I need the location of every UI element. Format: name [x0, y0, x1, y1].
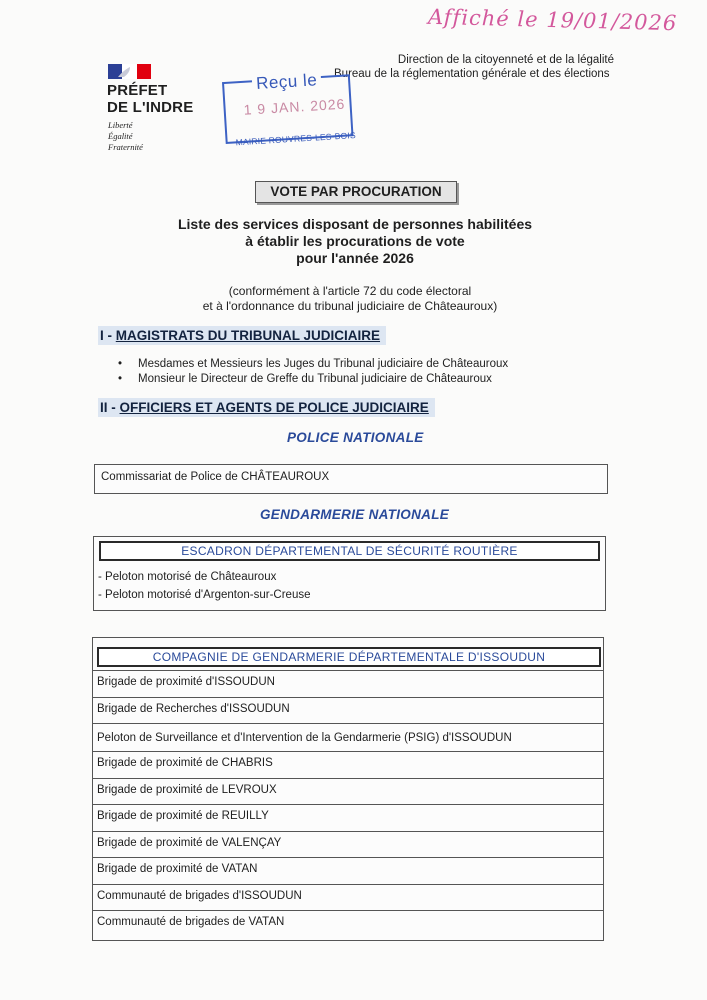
- subtitle-line-2: à établir les procurations de vote: [245, 233, 465, 249]
- motto-liberte: Liberté: [108, 120, 133, 130]
- list-item: [118, 372, 508, 387]
- legal-reference: [160, 284, 540, 314]
- bullet-icon: •: [118, 358, 123, 370]
- section-2-number: II -: [100, 400, 116, 415]
- commissariat-text: Commissariat de Police de CHÂTEAUROUX: [101, 471, 330, 483]
- stamp-mairie: MAIRIE ROUVRES-LES-BOIS: [235, 130, 357, 148]
- section-1-heading: [98, 326, 386, 345]
- list-item-text: Monsieur le Directeur de Greffe du Tribunal judiciaire de Châteauroux: [138, 373, 492, 385]
- table-row: [93, 723, 603, 750]
- table-cell: Brigade de proximité de VATAN: [97, 863, 258, 875]
- motto-fraternite: Fraternité: [108, 142, 143, 152]
- table-row: [93, 884, 603, 911]
- document-subtitle: [150, 216, 560, 267]
- table-row: [93, 778, 603, 805]
- table-cell: Brigade de proximité de REUILLY: [97, 810, 269, 822]
- stamp-recu-label: Reçu le: [252, 70, 322, 94]
- section-1-title: MAGISTRATS DU TRIBUNAL JUDICIAIRE: [115, 328, 381, 343]
- table-cell: Peloton de Surveillance et d'Intervention de la Gendarmerie (PSIG) d'ISSOUDUN: [97, 732, 512, 744]
- motto-egalite: Égalité: [108, 131, 133, 141]
- document-title: VOTE PAR PROCURATION: [255, 181, 457, 203]
- edsr-item: - Peloton motorisé d'Argenton-sur-Creuse: [98, 589, 311, 601]
- table-row: [93, 857, 603, 884]
- magistrates-list: [118, 357, 508, 387]
- table-row: [93, 910, 603, 937]
- table-row: [93, 751, 603, 778]
- marianne-flag-logo: [108, 64, 151, 79]
- police-nationale-heading: POLICE NATIONALE: [287, 430, 424, 445]
- edsr-item: - Peloton motorisé de Châteauroux: [98, 571, 277, 583]
- bureau-line: Bureau de la réglementation générale et des élections: [334, 68, 610, 80]
- table-cell: Brigade de proximité de VALENÇAY: [97, 836, 282, 849]
- section-2-title: OFFICIERS ET AGENTS DE POLICE JUDICIAIRE: [119, 400, 429, 415]
- edsr-box: [93, 536, 606, 611]
- list-item-text: Mesdames et Messieurs les Juges du Tribunal judiciaire de Châteauroux: [138, 358, 509, 370]
- issuing-department: [334, 53, 614, 81]
- gendarmerie-nationale-heading: GENDARMERIE NATIONALE: [260, 507, 450, 522]
- stamp-date: 1 9 JAN. 2026: [243, 95, 346, 118]
- subtitle-line-1: Liste des services disposant de personnes habilitées: [177, 216, 533, 232]
- legal-reference-line-2: et à l'ordonnance du tribunal judiciaire de Châteauroux): [202, 299, 498, 313]
- logo-line-indre: DE L'INDRE: [107, 99, 194, 116]
- table-cell: Communauté de brigades d'ISSOUDUN: [97, 889, 302, 902]
- list-item: [118, 357, 508, 372]
- republic-motto: [108, 120, 143, 153]
- table-cell: Brigade de proximité d'ISSOUDUN: [97, 676, 275, 688]
- edsr-title: ESCADRON DÉPARTEMENTAL DE SÉCURITÉ ROUTIÈRE: [99, 541, 600, 561]
- section-2-heading: [98, 398, 435, 417]
- table-cell: Brigade de proximité de LEVROUX: [97, 783, 277, 796]
- direction-line: Direction de la citoyenneté et de la légalité: [397, 54, 614, 66]
- handwritten-posting-note: Affiché le 19/01/2026: [427, 4, 678, 36]
- bullet-icon: •: [118, 373, 123, 385]
- section-1-number: I -: [100, 328, 112, 343]
- logo-line-prefet: PRÉFET: [107, 82, 168, 99]
- prefecture-logo-text: [107, 82, 193, 116]
- table-cell: Brigade de proximité de CHABRIS: [97, 757, 273, 769]
- legal-reference-line-1: (conformément à l'article 72 du code électoral: [228, 284, 472, 298]
- table-cell: Communauté de brigades de VATAN: [97, 916, 285, 928]
- table-row: [93, 670, 603, 697]
- table-row: [93, 804, 603, 831]
- table-row: [93, 831, 603, 858]
- subtitle-line-3: pour l'année 2026: [296, 250, 414, 266]
- compagnie-table: [92, 637, 604, 941]
- commissariat-box: [94, 464, 608, 494]
- received-stamp: [222, 68, 359, 158]
- compagnie-title: COMPAGNIE DE GENDARMERIE DÉPARTEMENTALE D'ISSOUDUN: [97, 647, 601, 667]
- table-cell: Brigade de Recherches d'ISSOUDUN: [97, 702, 290, 715]
- table-row: [93, 697, 603, 724]
